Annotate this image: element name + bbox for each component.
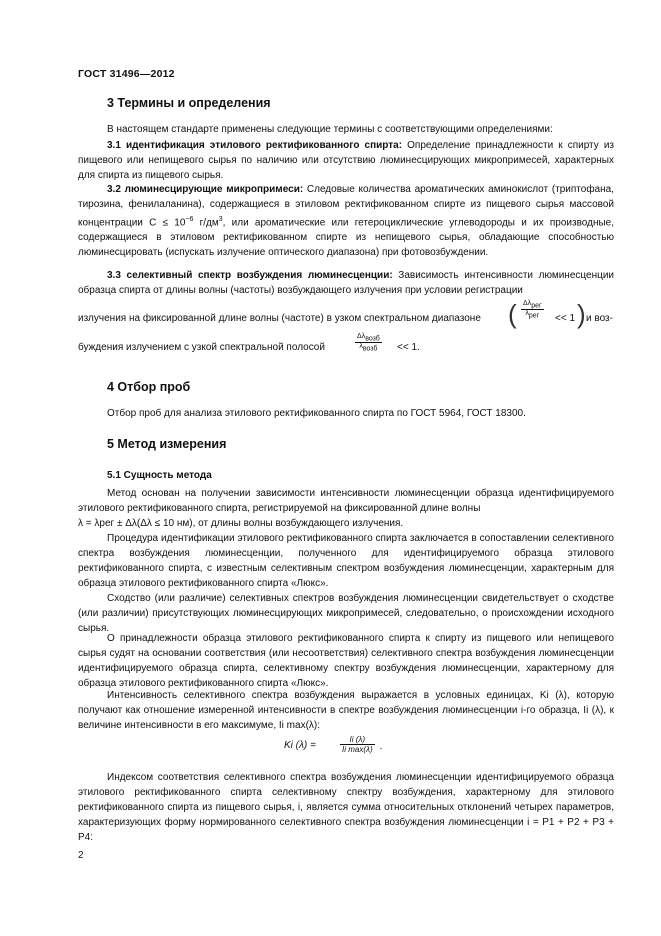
- term-3-1-text: Определение принадлежности к спирту из пищевого или непищевого сырья по наличию или отсутствию люминесцирующих микропримесей, характерных для спирта из пищевого сырья.: [78, 140, 614, 181]
- right-paren: ): [577, 299, 586, 329]
- para-5-1-b: λ = λрег ± Δλ(Δλ ≤ 10 нм), от длины волны возбуждающего излучения.: [78, 518, 404, 529]
- subsection-5-1-title: 5.1 Сущность метода: [107, 470, 212, 481]
- para-5-1-belonging: О принадлежности образца этилового ректификованного спирта к спирту из пищевого или непищевого сырья судят на основании соответствия (или несоответствия) селективного спектра возбуждения люминесценции идентифицируемого образца спирта, селективному спектру возбуждения люминесценции, характерному для образца этилового ректификованного спирта «Люкс».: [78, 633, 614, 689]
- para-5-1-procedure: Процедура идентификации этилового ректификованного спирта заключается в сопоставлении селективного спектра возбуждения люминесценции, полученного для идентифицируемого образца этилового ректификованного спирта, с известным селективным спектром возбуждения люминесценции, характерным для образца этилового ректификованного спирта «Люкс».: [78, 533, 614, 589]
- term-3-3-name: 3.3 селективный спектр возбуждения люминесценции:: [107, 270, 393, 281]
- section-3-title: 3 Термины и определения: [107, 96, 271, 110]
- section-3-intro: В настоящем стандарте применены следующие термины с соответствующими определениями:: [107, 124, 553, 135]
- document-page: ГОСТ 31496—2012 3 Термины и определения В настоящем стандарте применены следующие термины с соответствующими определениями: 3.1 идентификация этилового ректификованного спирта: Определение принадлежности к спирту из пищевого или непищевого сырья по наличию или отсутствию люминесцирующих микропримесей, характерных для спирта из пищевого сырья. 3.2 люминесцирующие микропримеси: Следовые количества ароматических аминокислот (триптофана, тирозина, фенилаланина), содержащиеся в этиловом ректификованном спирте из пищевого сырья массовой концентрации $С \le 10^{-6}$ $г/дм^3$, или ароматические или гетероциклические углеводороды и их производные, содержащиеся в этиловом ректификованном спирте из непищевого сырья, обладающие способностью люминесцировать (испускать излучение оптического диапазона) при фотовозбуждении. 3.3 селективный спектр возбуждения люминесценции: Зависимость интенсивности люминесценции образца спирта от длины волны (частоты) возбуждающего излучения при условии регистрации излучения на фиксированной длине волны (частоте) в узком спектральном диапазоне ( $\Delta\lambda_{рег}$ $\lambda_{рег}$ << 1 ) и воз- буждения излучением с узкой спектральной полосой $\Delta\lambda_{возб}$ $\lambda_{возб}$ << 1. 4 Отбор проб Отбор проб для анализа этилового ректификованного спирта по ГОСТ 5964, ГОСТ 18300. 5 Метод измерения 5.1 Сущность метода Метод основан на получении зависимости интенсивности люминесценции образца идентифицируемого этилового ректификованного спирта, регистрируемой на фиксированной длине волны λ = λрег ± Δλ(Δλ ≤ 10 нм), от длины волны возбуждающего излучения. Процедура идентификации этилового ректификованного спирта заключается в сопоставлении селективного спектра возбуждения люминесценции, полученного для идентифицируемого образца этилового ректификованного спирта, с известным селективным спектром возбуждения люминесценции, характерным для образца этилового ректификованного спирта «Люкс». Сходство (или различие) селективных спектров возбуждения люминесценции свидетельствует о сходстве (или различии) присутствующих люминесцирующих микропримесей, следовательно, о происхождении исходного сырья. О принадлежности образца этилового ректификованного спирта к спирту из пищевого или непищевого сырья судят на основании соответствия (или несоответствия) селективного спектра возбуждения люминесценции идентифицируемого образца спирта, селективному спектру возбуждения люминесценции, характерному для образца этилового ректификованного спирта «Люкс». Интенсивность селективного спектра возбуждения выражается в условных единицах, Ki (λ), которую получают как отношение измеренной интенсивности в спектре возбуждения люминесценции i-го образца, Ii (λ), к величине интенсивности в его максимуме, Ii max(λ): Ki (λ) = Ii (λ) Ii max(λ) . Индексом соответствия селективного спектра возбуждения люминесценции идентифицируемого образца этилового ректификованного спирта селективному спектру возбуждения, характерному для этилового ректификованного спирта из пищевого сырья, i, является сумма относительных отклонений четырех параметров, характеризующих форму нормированного селективного спектра возбуждения люминесценции i = P1 + P2 + P3 + P4: 2: [78, 68, 614, 861]
- term-3-3-line3: буждения излучением с узкой спектральной полосой: [78, 342, 325, 353]
- para-5-1-intensity: Интенсивность селективного спектра возбуждения выражается в условных единицах, Ki (λ), которую получают как отношение измеренной интенсивности в спектре возбуждения люминесценции i-го образца, Ii (λ), к величине интенсивности в его максимуме, Ii max(λ):: [78, 690, 614, 731]
- formula-lhs: Ki (λ) =: [284, 740, 316, 751]
- fraction-vozb: $\Delta\lambda_{возб}$ $\lambda_{возб}$: [357, 333, 380, 353]
- section-4-text: Отбор проб для анализа этилового ректификованного спирта по ГОСТ 5964, ГОСТ 18300.: [107, 408, 526, 419]
- page-number: 2: [78, 850, 84, 861]
- para-5-1-index: Индексом соответствия селективного спектра возбуждения люминесценции идентифицируемого образца этилового ректификованного спирта селективному спектру возбуждения, характерному для этилового ректификованного спирта из пищевого сырья, i, является сумма относительных отклонений четырех параметров, характеризующих форму нормированного селективного спектра возбуждения люминесценции i = P1 + P2 + P3 + P4:: [78, 772, 614, 843]
- para-5-1-a: Метод основан на получении зависимости интенсивности люминесценции образца идентифицируемого этилового ректификованного спирта, регистрируемой на фиксированной длине волны: [78, 488, 614, 514]
- term-3-3-line2: излучения на фиксированной длине волны (частоте) в узком спектральном диапазоне: [78, 313, 481, 324]
- term-3-2-name: 3.2 люминесцирующие микропримеси:: [107, 184, 304, 195]
- left-paren: (: [508, 299, 517, 329]
- term-3-1: [78, 138, 614, 183]
- section-4-title: 4 Отбор проб: [107, 380, 191, 394]
- term-3-2: 3.2 люминесцирующие микропримеси: Следовые количества ароматических аминокислот (триптофана, тирозина, фенилаланина), содержащиеся в этиловом ректификованном спирте из пищевого сырья массовой концентрации $С \le 10^{-6}$ $г/дм^3$, или ароматические или гетероциклические углеводороды и их производные, содержащиеся в этиловом ректификованном спирте из непищевого сырья, обладающие способностью люминесцировать (испускать излучение оптического диапазона) при фотовозбуждении.: [78, 184, 614, 259]
- term-3-3-text: Зависимость интенсивности люминесценции образца спирта от длины волны (частоты) возбуждающего излучения при условии регистрации: [78, 270, 614, 296]
- document-header: ГОСТ 31496—2012: [78, 68, 175, 80]
- formula-fraction: Ii (λ) Ii max(λ): [342, 735, 373, 754]
- section-5-title: 5 Метод измерения: [107, 437, 227, 451]
- para-5-1-similarity: Сходство (или различие) селективных спектров возбуждения люминесценции свидетельствует о сходстве (или различии) присутствующих люминесцирующих микропримесей, следовательно, о происхождении исходного сырья.: [78, 593, 614, 634]
- fraction-reg: $\Delta\lambda_{рег}$ $\lambda_{рег}$: [523, 300, 542, 320]
- term-3-1-name: 3.1 идентификация этилового ректификованного спирта:: [107, 140, 403, 151]
- term-3-3: [78, 268, 614, 298]
